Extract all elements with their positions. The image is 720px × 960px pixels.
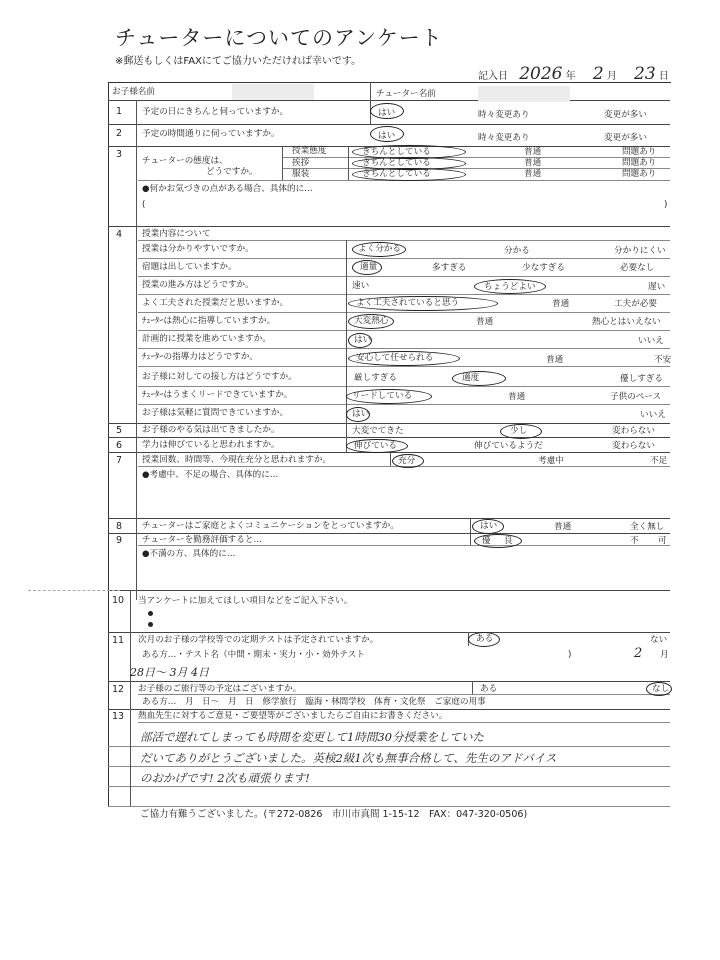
q4-row-opt2: 分かる <box>504 246 530 256</box>
q3-row-opt2: 普通 <box>524 158 542 168</box>
q7-text: 授業回数、時間等、今現在充分と思われますか。 <box>142 455 332 465</box>
q4-row-opt1: よく工夫されていると思う <box>356 298 460 308</box>
q11-month-unit: 月 <box>660 650 669 660</box>
q4-row-opt4: 必要なし <box>620 263 655 273</box>
q12-text: お子様のご旅行等の予定はございますか。 <box>138 684 302 694</box>
q5-opt2: 少し <box>510 426 528 436</box>
q12-detail: ある方… 月 日～ 月 日 修学旅行 臨海・林間学校 体育・文化祭 ご家庭の用事 <box>142 697 486 707</box>
q7-number: 7 <box>115 455 123 466</box>
date-day: 23 <box>634 64 656 84</box>
writing-line <box>108 746 670 747</box>
number-column-rule <box>136 100 137 600</box>
q4-row-opt2: 適度 <box>462 373 480 383</box>
q4-number: 4 <box>115 229 123 240</box>
child-name-label: お子様名前 <box>112 87 155 97</box>
q4-row-opt3: 工夫が必要 <box>614 299 657 309</box>
q5-opt3: 変わらない <box>612 426 655 436</box>
number-column-rule <box>130 590 131 806</box>
rule <box>108 423 670 424</box>
q4-row-opt3: 優しすぎる <box>620 374 663 384</box>
q11-paren-close: ) <box>568 650 572 660</box>
q4-row-opt2: いいえ <box>638 336 664 346</box>
q4-row-opt3: 不安 <box>654 355 672 365</box>
q9-opt4: 可 <box>658 536 667 546</box>
tutor-name-label: チューター名前 <box>376 89 436 99</box>
q4-row-opt2: ちょうどよい <box>484 282 536 292</box>
q12-number: 12 <box>111 684 125 695</box>
sub-rule <box>138 330 670 331</box>
q4-row-text: ﾁｭｰﾀｰはうまくリードできていますか。 <box>142 390 293 400</box>
q4-row-opt2: 普通 <box>546 355 564 365</box>
q11-handwritten-month: 2 <box>634 646 643 661</box>
q9-opt1: 優 <box>482 536 491 546</box>
q4-row-opt3: 熱心とはいえない <box>592 317 661 327</box>
sub-rule <box>138 312 670 313</box>
date-year: 2026 <box>519 64 563 84</box>
q9-opt2: 良 <box>504 536 513 546</box>
q1-opt-sometimes: 時々変更あり <box>478 110 530 120</box>
q4-row-text: ﾁｭｰﾀｰの指導力はどうですか。 <box>142 352 259 362</box>
q4-row-text: お子様は気軽に質問できていますか。 <box>142 408 289 418</box>
q4-row-opt1: 安心して任せられる <box>356 353 434 363</box>
q5-number: 5 <box>115 425 123 436</box>
footer-thanks: ご協力有難うございました。(〒272-0826 市川市真間 1-15-12 FAX：047-320-0506) <box>140 809 528 820</box>
q2-opt-sometimes: 時々変更あり <box>478 133 530 143</box>
q5-opt1: 大変でてきた <box>352 426 404 436</box>
sub-rule <box>138 366 670 367</box>
q7-opt3: 不足 <box>650 456 668 466</box>
q3-paren-open: ( <box>142 200 146 210</box>
q4-row-selected-circle <box>348 296 498 311</box>
rule <box>108 590 670 591</box>
q4-row-text: 計画的に授業を進めていますか。 <box>142 334 271 344</box>
sub-rule <box>138 294 670 295</box>
q6-opt3: 変わらない <box>612 441 655 451</box>
q4-row-selected-circle <box>352 242 406 257</box>
survey-title: チューターについてのアンケート <box>115 26 443 50</box>
q6-text: 学力は伸びていると思われますか。 <box>142 440 280 450</box>
q8-opt2: 普通 <box>554 522 572 532</box>
q4-row-opt1: はい <box>352 409 370 419</box>
q7-opt1: 充分 <box>398 456 416 466</box>
entry-date <box>478 64 669 84</box>
q3-row-opt1: きちんとしている <box>362 169 431 179</box>
q4-row-text: お子様に対しての接し方はどうですか。 <box>142 372 297 382</box>
q3-row-opt3: 問題あり <box>622 158 657 168</box>
q10-number: 10 <box>111 595 125 606</box>
q4-row-selected-circle <box>348 314 394 329</box>
q13-comment-line: 部活で遅れてしまっても時間を変更して1時間30分授業をしていた <box>140 730 484 744</box>
q3-row-label: 挨拶 <box>292 158 310 168</box>
scan-artifact <box>28 590 120 591</box>
rule <box>108 437 670 438</box>
q12-opt-yes: ある <box>480 684 498 694</box>
q4-row-selected-circle <box>452 371 506 386</box>
q13-comment-line: だいてありがとうございました。英検2級1次も無事合格して、先生のアドバイス <box>140 751 557 765</box>
q3-divider <box>282 146 283 180</box>
q7-opt2: 考慮中 <box>538 456 564 466</box>
rule <box>108 518 670 519</box>
sub-rule <box>138 240 670 241</box>
q3-paren-close: ) <box>664 200 668 210</box>
q12-opt-no: なし <box>652 684 670 694</box>
q4-row-selected-circle <box>346 389 432 404</box>
q11-opt-no: ない <box>650 635 668 645</box>
q11-opt-yes: ある <box>476 634 494 644</box>
q1-opt-often: 変更が多い <box>604 110 647 120</box>
sub-rule <box>138 386 670 387</box>
q4-row-opt2: 普通 <box>552 299 570 309</box>
q3-row-opt3: 問題あり <box>622 147 657 157</box>
q8-opt3: 全く無し <box>630 522 665 532</box>
q3-row-label: 授業態度 <box>292 146 327 156</box>
q4-row-selected-circle <box>346 407 370 422</box>
q4-row-text: 授業は分かりやすいですか。 <box>142 244 254 254</box>
q4-row-opt3: 少なすぎる <box>522 263 565 273</box>
q4-row-opt3: 分かりにくい <box>614 246 666 256</box>
q4-row-opt1: リードしている <box>352 391 413 401</box>
q4-row-opt2: いいえ <box>640 410 666 420</box>
q4-row-selected-circle <box>352 260 382 275</box>
rule <box>108 124 670 125</box>
q3-number: 3 <box>115 149 123 160</box>
q1-opt-yes: はい <box>378 108 396 118</box>
q4-row-text: 宿題は出していますか。 <box>142 262 237 272</box>
q4-row-text: ﾁｭｰﾀｰは熱心に指導していますか。 <box>142 316 276 326</box>
rule <box>108 533 670 534</box>
month-unit: 月 <box>606 71 617 82</box>
q2-number: 2 <box>115 128 123 139</box>
child-name-redacted <box>232 84 314 100</box>
q4-row-text: よく工夫された授業だと思いますか。 <box>142 298 289 308</box>
sub-rule <box>138 258 670 259</box>
q8-divider <box>470 518 471 545</box>
q4-row-opt1: はい <box>354 335 372 345</box>
q4-row-selected-circle <box>474 279 546 294</box>
date-month: 2 <box>592 64 604 84</box>
q2-text: 予定の時間通りに伺っていますか。 <box>142 129 280 139</box>
q8-number: 8 <box>115 521 123 532</box>
q1-selected-circle <box>370 103 404 119</box>
q13-number: 13 <box>111 711 125 722</box>
q9-selected-circle <box>474 534 522 548</box>
q4-heading: 授業内容について <box>142 229 211 239</box>
q11-text: 次月のお子様の学校等での定期テストは予定されていますか。 <box>138 635 379 645</box>
rule <box>108 226 670 227</box>
survey-subtitle: ※郵送もしくはFAXにてご協力いただければ幸いです。 <box>115 56 362 67</box>
rule <box>108 681 670 682</box>
q7-divider <box>390 452 391 466</box>
q9-opt3: 不 <box>630 536 639 546</box>
writing-line <box>108 766 670 767</box>
q4-divider <box>346 240 347 452</box>
q12-selected-circle <box>646 682 672 696</box>
q6-opt2: 伸びているようだ <box>474 441 543 451</box>
sub-rule <box>282 157 670 158</box>
tutor-name-redacted <box>478 86 570 102</box>
q3-row-opt2: 普通 <box>524 147 542 157</box>
sub-rule <box>282 168 670 169</box>
q6-selected-circle <box>346 439 408 453</box>
q1-text: 予定の日にきちんと伺っていますか。 <box>142 107 289 117</box>
bullet-dot <box>148 622 153 627</box>
q5-selected-circle <box>500 424 542 439</box>
q3-note: ●何かお気づきの点がある場合、具体的に… <box>142 184 313 194</box>
name-divider <box>370 82 371 124</box>
q8-selected-circle <box>472 519 504 534</box>
q10-text: 当アンケートに加えてほしい項目などをご記入下さい。 <box>138 596 353 606</box>
rule <box>108 100 670 101</box>
bullet-dot <box>148 611 153 616</box>
q6-number: 6 <box>115 440 123 451</box>
q4-row-text: 授業の進み方はどうですか。 <box>142 280 254 290</box>
q2-selected-circle <box>370 126 404 142</box>
q3-text-2: どうですか。 <box>206 167 258 177</box>
q4-row-selected-circle <box>348 351 460 366</box>
q3-text-1: チューターの態度は、 <box>142 156 228 166</box>
q3-row-opt2: 普通 <box>524 169 542 179</box>
date-label: 記入日 <box>478 71 508 82</box>
q4-row-opt2: 多すぎる <box>432 263 467 273</box>
q4-row-selected-circle <box>348 333 372 348</box>
q9-note: ●不満の方、具体的に… <box>142 549 236 559</box>
q7-note: ●考慮中、不足の場合、具体的に… <box>142 470 279 480</box>
q8-opt1: はい <box>480 521 498 531</box>
q9-number: 9 <box>115 535 123 546</box>
q11-detail: ある方…・テスト名（中間・期末・実力・小・効外テスト <box>142 650 365 660</box>
q4-row-opt2: 普通 <box>508 392 526 402</box>
q2-opt-often: 変更が多い <box>604 133 647 143</box>
q2-opt-yes: はい <box>378 131 396 141</box>
q3-divider <box>348 146 349 180</box>
rule <box>108 632 670 633</box>
sub-rule <box>138 722 670 723</box>
q13-text: 熱血先生に対するご意見・ご要望等がございましたらご自由にお書きください。 <box>138 711 448 721</box>
q4-row-opt1: 適量 <box>360 262 378 272</box>
q4-row-opt1: よく分かる <box>358 244 401 254</box>
q3-row-label: 服装 <box>292 169 310 179</box>
q4-row-opt2: 普通 <box>476 317 494 327</box>
q3-row-selected-circle <box>352 168 466 181</box>
q11-number: 11 <box>111 635 125 646</box>
q1-number: 1 <box>115 106 123 117</box>
q11-handwritten-dates: 28日～ 3月 4日 <box>130 666 209 679</box>
q8-text: チューターはご家庭とよくコミュニケーションをとっていますか。 <box>142 521 399 531</box>
day-unit: 日 <box>658 71 669 82</box>
q9-text: チューターを勤務評価すると… <box>142 535 263 545</box>
q3-row-opt3: 問題あり <box>622 169 657 179</box>
sub-rule <box>138 404 670 405</box>
sub-rule <box>138 276 670 277</box>
q4-row-opt3: 遅い <box>648 282 666 292</box>
q4-row-opt3: 子供のペース <box>610 392 662 402</box>
q4-row-opt1: 大変熱心 <box>354 316 389 326</box>
q12-divider <box>472 681 473 694</box>
writing-line <box>108 786 670 787</box>
q11-selected-circle <box>468 632 500 647</box>
q5-text: お子様のやる気は出てきましたか。 <box>142 425 280 435</box>
q7-selected-circle <box>392 454 424 468</box>
q3-row-opt1: きちんとしている <box>362 158 431 168</box>
q4-row-opt1: 速い <box>352 281 370 291</box>
sub-rule <box>138 348 670 349</box>
q4-row-opt1: 厳しすぎる <box>354 373 397 383</box>
rule <box>108 709 670 710</box>
q6-opt1: 伸びている <box>354 441 397 451</box>
year-unit: 年 <box>565 71 576 82</box>
q3-row-opt1: きちんとしている <box>362 147 431 157</box>
q13-comment-line: のおかげです! 2次も頑張ります! <box>140 771 310 785</box>
